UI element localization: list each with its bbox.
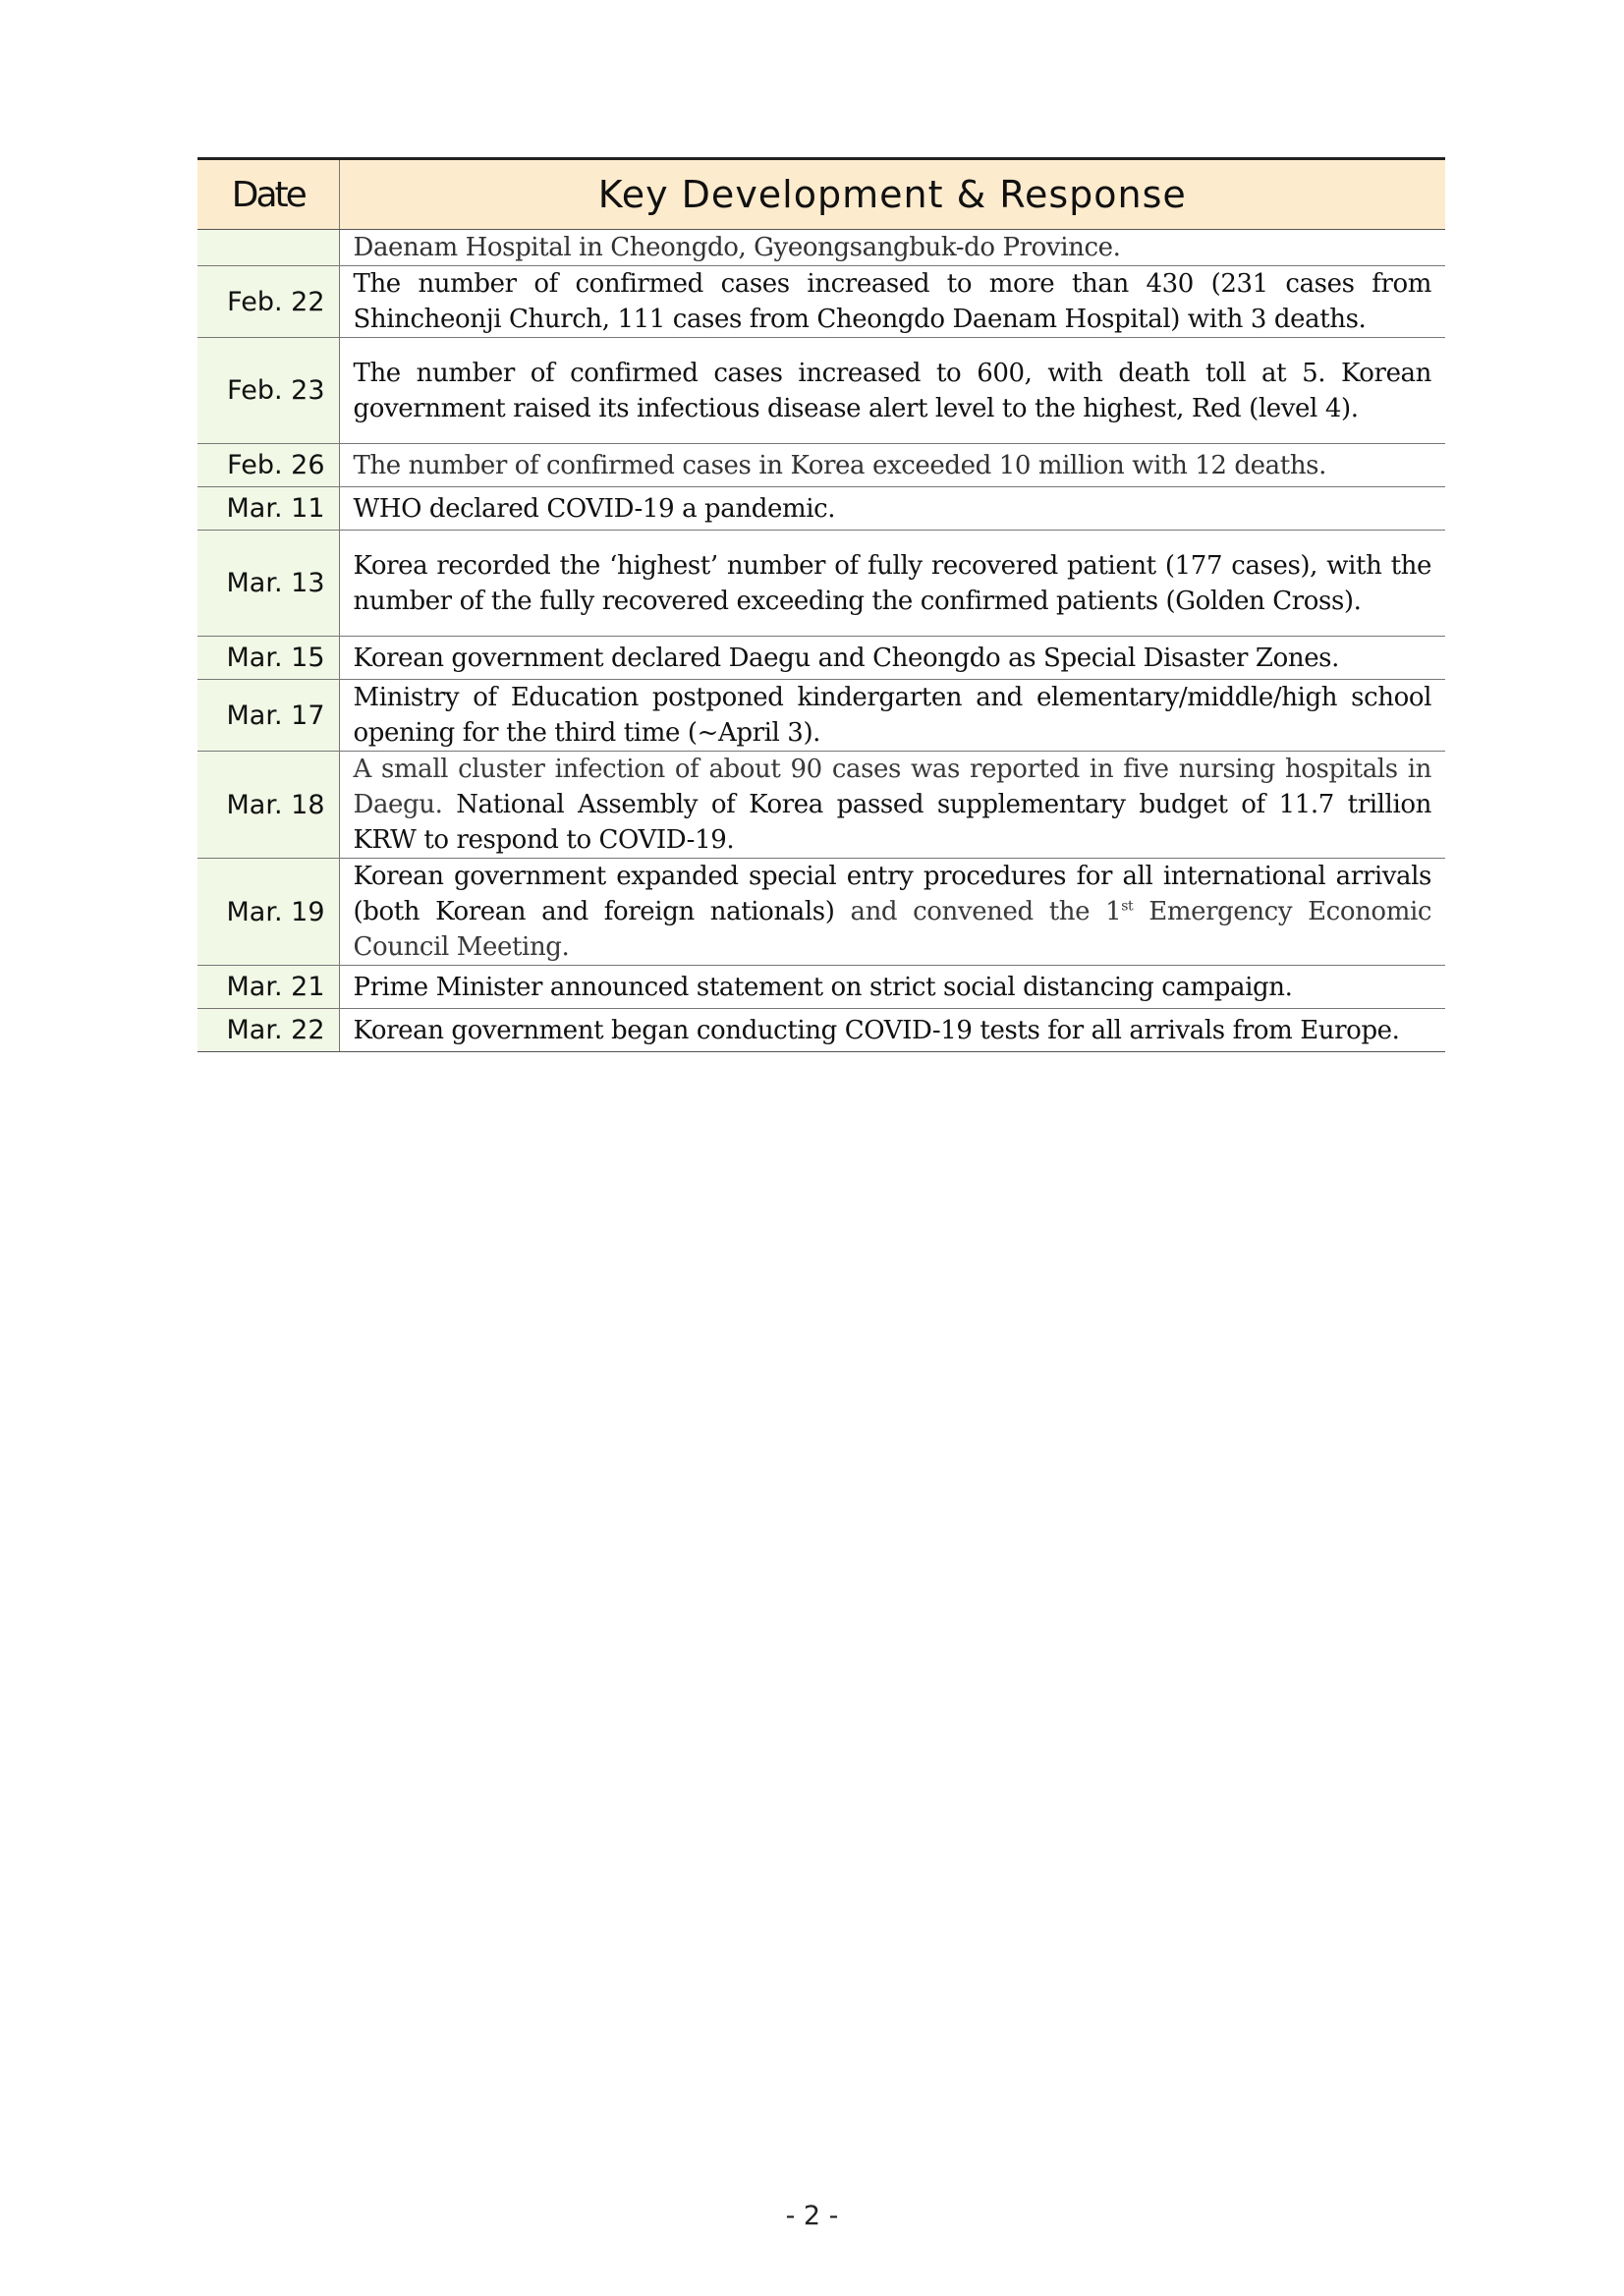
row-date: Mar. 18: [197, 752, 339, 859]
row-event-text: [339, 752, 1445, 859]
row-event-text-part: A small cluster infection of about 90 cases was reported in five nursing hospitals in Daegu.: [353, 755, 1431, 819]
row-date: Feb. 26: [197, 444, 339, 487]
row-date: Mar. 21: [197, 966, 339, 1009]
row-date: Feb. 23: [197, 338, 339, 444]
table-header-row: [197, 159, 1445, 230]
row-date: Feb. 22: [197, 266, 339, 338]
table-row: [197, 1009, 1445, 1052]
row-date: [197, 230, 339, 266]
date-column-header: Date: [197, 159, 339, 230]
table-row: [197, 230, 1445, 266]
table-row: [197, 266, 1445, 338]
table-row: [197, 444, 1445, 487]
row-event-text-part: National Assembly of Korea passed supplementary budget of 11.7 trillion KRW to respond to COVID-19.: [353, 790, 1431, 855]
row-date: Mar. 13: [197, 531, 339, 637]
row-date: Mar. 19: [197, 859, 339, 966]
table-row: [197, 637, 1445, 680]
table-row: [197, 680, 1445, 752]
row-event-text: Daenam Hospital in Cheongdo, Gyeongsangbuk-do Province.: [339, 230, 1445, 266]
table-row: [197, 966, 1445, 1009]
row-event-text: [339, 859, 1445, 966]
row-event-text: The number of confirmed cases increased to 600, with death toll at 5. Korean government raised its infectious disease alert level to the highest, Red (level 4).: [339, 338, 1445, 444]
table-row: [197, 859, 1445, 966]
row-date: Mar. 15: [197, 637, 339, 680]
row-event-text: Korea recorded the ‘highest’ number of fully recovered patient (177 cases), with the number of the fully recovered exceeding the confirmed patients (Golden Cross).: [339, 531, 1445, 637]
table-row: [197, 531, 1445, 637]
row-date: Mar. 22: [197, 1009, 339, 1052]
row-event-text: Korean government declared Daegu and Cheongdo as Special Disaster Zones.: [339, 637, 1445, 680]
row-date: Mar. 17: [197, 680, 339, 752]
row-event-text: Prime Minister announced statement on strict social distancing campaign.: [339, 966, 1445, 1009]
row-event-text-part: Korean government expanded special entry procedures for all international arrivals (both Korean and foreign nationals): [353, 862, 1431, 926]
row-event-text: The number of confirmed cases increased to more than 430 (231 cases from Shincheonji Church, 111 cases from Cheongdo Daenam Hospital) with 3 deaths.: [339, 266, 1445, 338]
table-row: [197, 487, 1445, 531]
table-row: [197, 752, 1445, 859]
row-event-text-part: and convened the 1: [834, 897, 1122, 926]
row-event-text: WHO declared COVID-19 a pandemic.: [339, 487, 1445, 531]
row-event-text: Korean government began conducting COVID-19 tests for all arrivals from Europe.: [339, 1009, 1445, 1052]
table-row: [197, 338, 1445, 444]
row-event-text: Ministry of Education postponed kindergarten and elementary/middle/high school opening for the third time (~April 3).: [339, 680, 1445, 752]
row-event-text-part: Emergency Economic Council Meeting.: [353, 897, 1432, 962]
page-number: - 2 -: [785, 2201, 839, 2231]
row-event-text: The number of confirmed cases in Korea exceeded 10 million with 12 deaths.: [339, 444, 1445, 487]
row-date: Mar. 11: [197, 487, 339, 531]
timeline-table: [197, 157, 1445, 1052]
event-column-header: Key Development & Response: [339, 159, 1445, 230]
ordinal-superscript: st: [1121, 898, 1134, 915]
